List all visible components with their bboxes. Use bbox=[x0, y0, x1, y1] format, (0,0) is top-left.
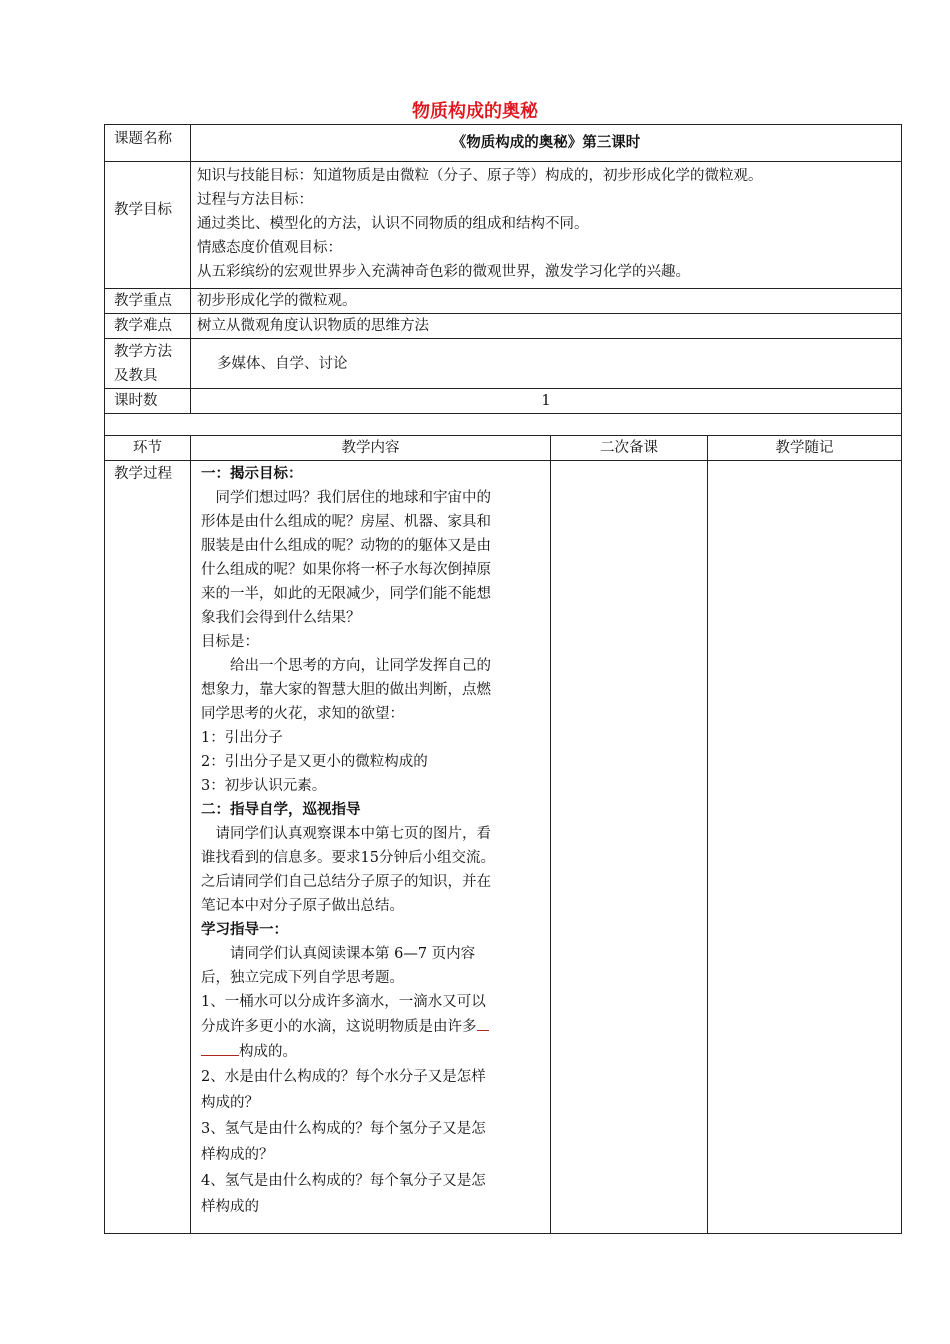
hours-label: 课时数 bbox=[105, 389, 191, 414]
text-line: 之后请同学们自己总结分子原子的知识，并在 bbox=[201, 874, 491, 890]
question-line: 4、氢气是由什么构成的？每个氧分子又是怎 bbox=[201, 1173, 486, 1189]
objectives-row bbox=[105, 162, 902, 289]
methods-row bbox=[105, 339, 902, 389]
notes-cell bbox=[708, 461, 902, 1234]
question-line: 样构成的 bbox=[201, 1199, 259, 1215]
methods-label bbox=[105, 339, 191, 389]
text-line: 来的一半，如此的无限减少，同学们能不能想 bbox=[201, 586, 491, 602]
text-line: 象我们会得到什么结果？ bbox=[201, 610, 361, 626]
goal-item: 3：初步认识元素。 bbox=[201, 778, 327, 794]
text-line: 同学们想过吗？我们居住的地球和宇宙中的 bbox=[215, 490, 491, 506]
question-text: 构成的。 bbox=[239, 1044, 297, 1060]
question-line: 1、一桶水可以分成许多滴水，一滴水又可以 bbox=[201, 994, 486, 1010]
text-line: 什么组成的呢？如果你将一杯子水每次倒掉原 bbox=[201, 562, 491, 578]
objectives-label: 教学目标 bbox=[105, 162, 191, 289]
key-point-label: 教学重点 bbox=[105, 289, 191, 314]
methods-value: 多媒体、自学、讨论 bbox=[191, 339, 902, 389]
process-content bbox=[191, 461, 551, 1234]
difficulty-value: 树立从微观角度认识物质的思维方法 bbox=[191, 314, 902, 339]
objective-line: 情感态度价值观目标： bbox=[197, 240, 342, 256]
difficulty-row bbox=[105, 314, 902, 339]
topic-value: 《物质构成的奥秘》第三课时 bbox=[191, 125, 902, 162]
objective-line: 从五彩缤纷的宏观世界步入充满神奇色彩的微观世界，激发学习化学的兴趣。 bbox=[197, 264, 690, 280]
methods-label-line2: 及教具 bbox=[114, 368, 158, 384]
text-line: 服装是由什么组成的呢？动物的的躯体又是由 bbox=[201, 538, 491, 554]
second-prep-cell bbox=[551, 461, 708, 1234]
question-line bbox=[201, 1039, 542, 1064]
page-title: 物质构成的奥秘 bbox=[412, 101, 538, 122]
difficulty-label: 教学难点 bbox=[105, 314, 191, 339]
header-section: 环节 bbox=[105, 436, 191, 461]
goal-label: 目标是： bbox=[201, 634, 259, 650]
header-content: 教学内容 bbox=[191, 436, 551, 461]
section-heading: 二：指导自学，巡视指导 bbox=[201, 801, 361, 818]
methods-label-line1: 教学方法 bbox=[114, 344, 172, 360]
question-line: 样构成的？ bbox=[201, 1147, 274, 1163]
question-text: 分成许多更小的水滴，这说明物质是由许多 bbox=[201, 1019, 477, 1035]
goal-item: 2：引出分子是又更小的微粒构成的 bbox=[201, 754, 428, 770]
fill-blank bbox=[477, 1014, 489, 1031]
process-label: 教学过程 bbox=[105, 461, 191, 1234]
spacer-row bbox=[105, 414, 902, 436]
objectives-content bbox=[191, 162, 902, 289]
objective-line: 知识与技能目标：知道物质是由微粒（分子、原子等）构成的，初步形成化学的微粒观。 bbox=[197, 168, 763, 184]
question-line: 2、水是由什么构成的？每个水分子又是怎样 bbox=[201, 1069, 486, 1085]
section-heading: 学习指导一： bbox=[201, 921, 288, 938]
lesson-plan-table bbox=[104, 124, 902, 1234]
text-line: 想象力，靠大家的智慧大胆的做出判断，点燃 bbox=[201, 682, 491, 698]
objective-line: 通过类比、模型化的方法，认识不同物质的组成和结构不同。 bbox=[197, 216, 589, 232]
spacer-cell bbox=[105, 414, 902, 436]
text-line: 谁找看到的信息多。要求15分钟后小组交流。 bbox=[201, 850, 495, 866]
hours-value: 1 bbox=[191, 389, 902, 414]
topic-row bbox=[105, 125, 902, 162]
text-line: 后，独立完成下列自学思考题。 bbox=[201, 970, 404, 986]
text-line: 请同学们认真观察课本中第七页的图片，看 bbox=[215, 826, 491, 842]
text-line: 形体是由什么组成的呢？房屋、机器、家具和 bbox=[201, 514, 491, 530]
column-header-row bbox=[105, 436, 902, 461]
text-line: 给出一个思考的方向，让同学发挥自己的 bbox=[230, 658, 491, 674]
header-notes: 教学随记 bbox=[708, 436, 902, 461]
header-second-prep: 二次备课 bbox=[551, 436, 708, 461]
fill-blank bbox=[201, 1039, 239, 1056]
key-point-value: 初步形成化学的微粒观。 bbox=[191, 289, 902, 314]
text-line: 同学思考的火花，求知的欲望： bbox=[201, 706, 404, 722]
objective-line: 过程与方法目标： bbox=[197, 192, 313, 208]
question-line: 3、氢气是由什么构成的？每个氢分子又是怎 bbox=[201, 1121, 486, 1137]
key-point-row bbox=[105, 289, 902, 314]
hours-row bbox=[105, 389, 902, 414]
goal-item: 1：引出分子 bbox=[201, 730, 283, 746]
question-line: 构成的？ bbox=[201, 1095, 259, 1111]
topic-label: 课题名称 bbox=[105, 125, 191, 162]
section-heading: 一：揭示目标： bbox=[201, 465, 303, 482]
text-line: 笔记本中对分子原子做出总结。 bbox=[201, 898, 404, 914]
process-row bbox=[105, 461, 902, 1234]
text-line: 请同学们认真阅读课本第 6—7 页内容 bbox=[230, 946, 476, 962]
question-line bbox=[201, 1014, 542, 1039]
